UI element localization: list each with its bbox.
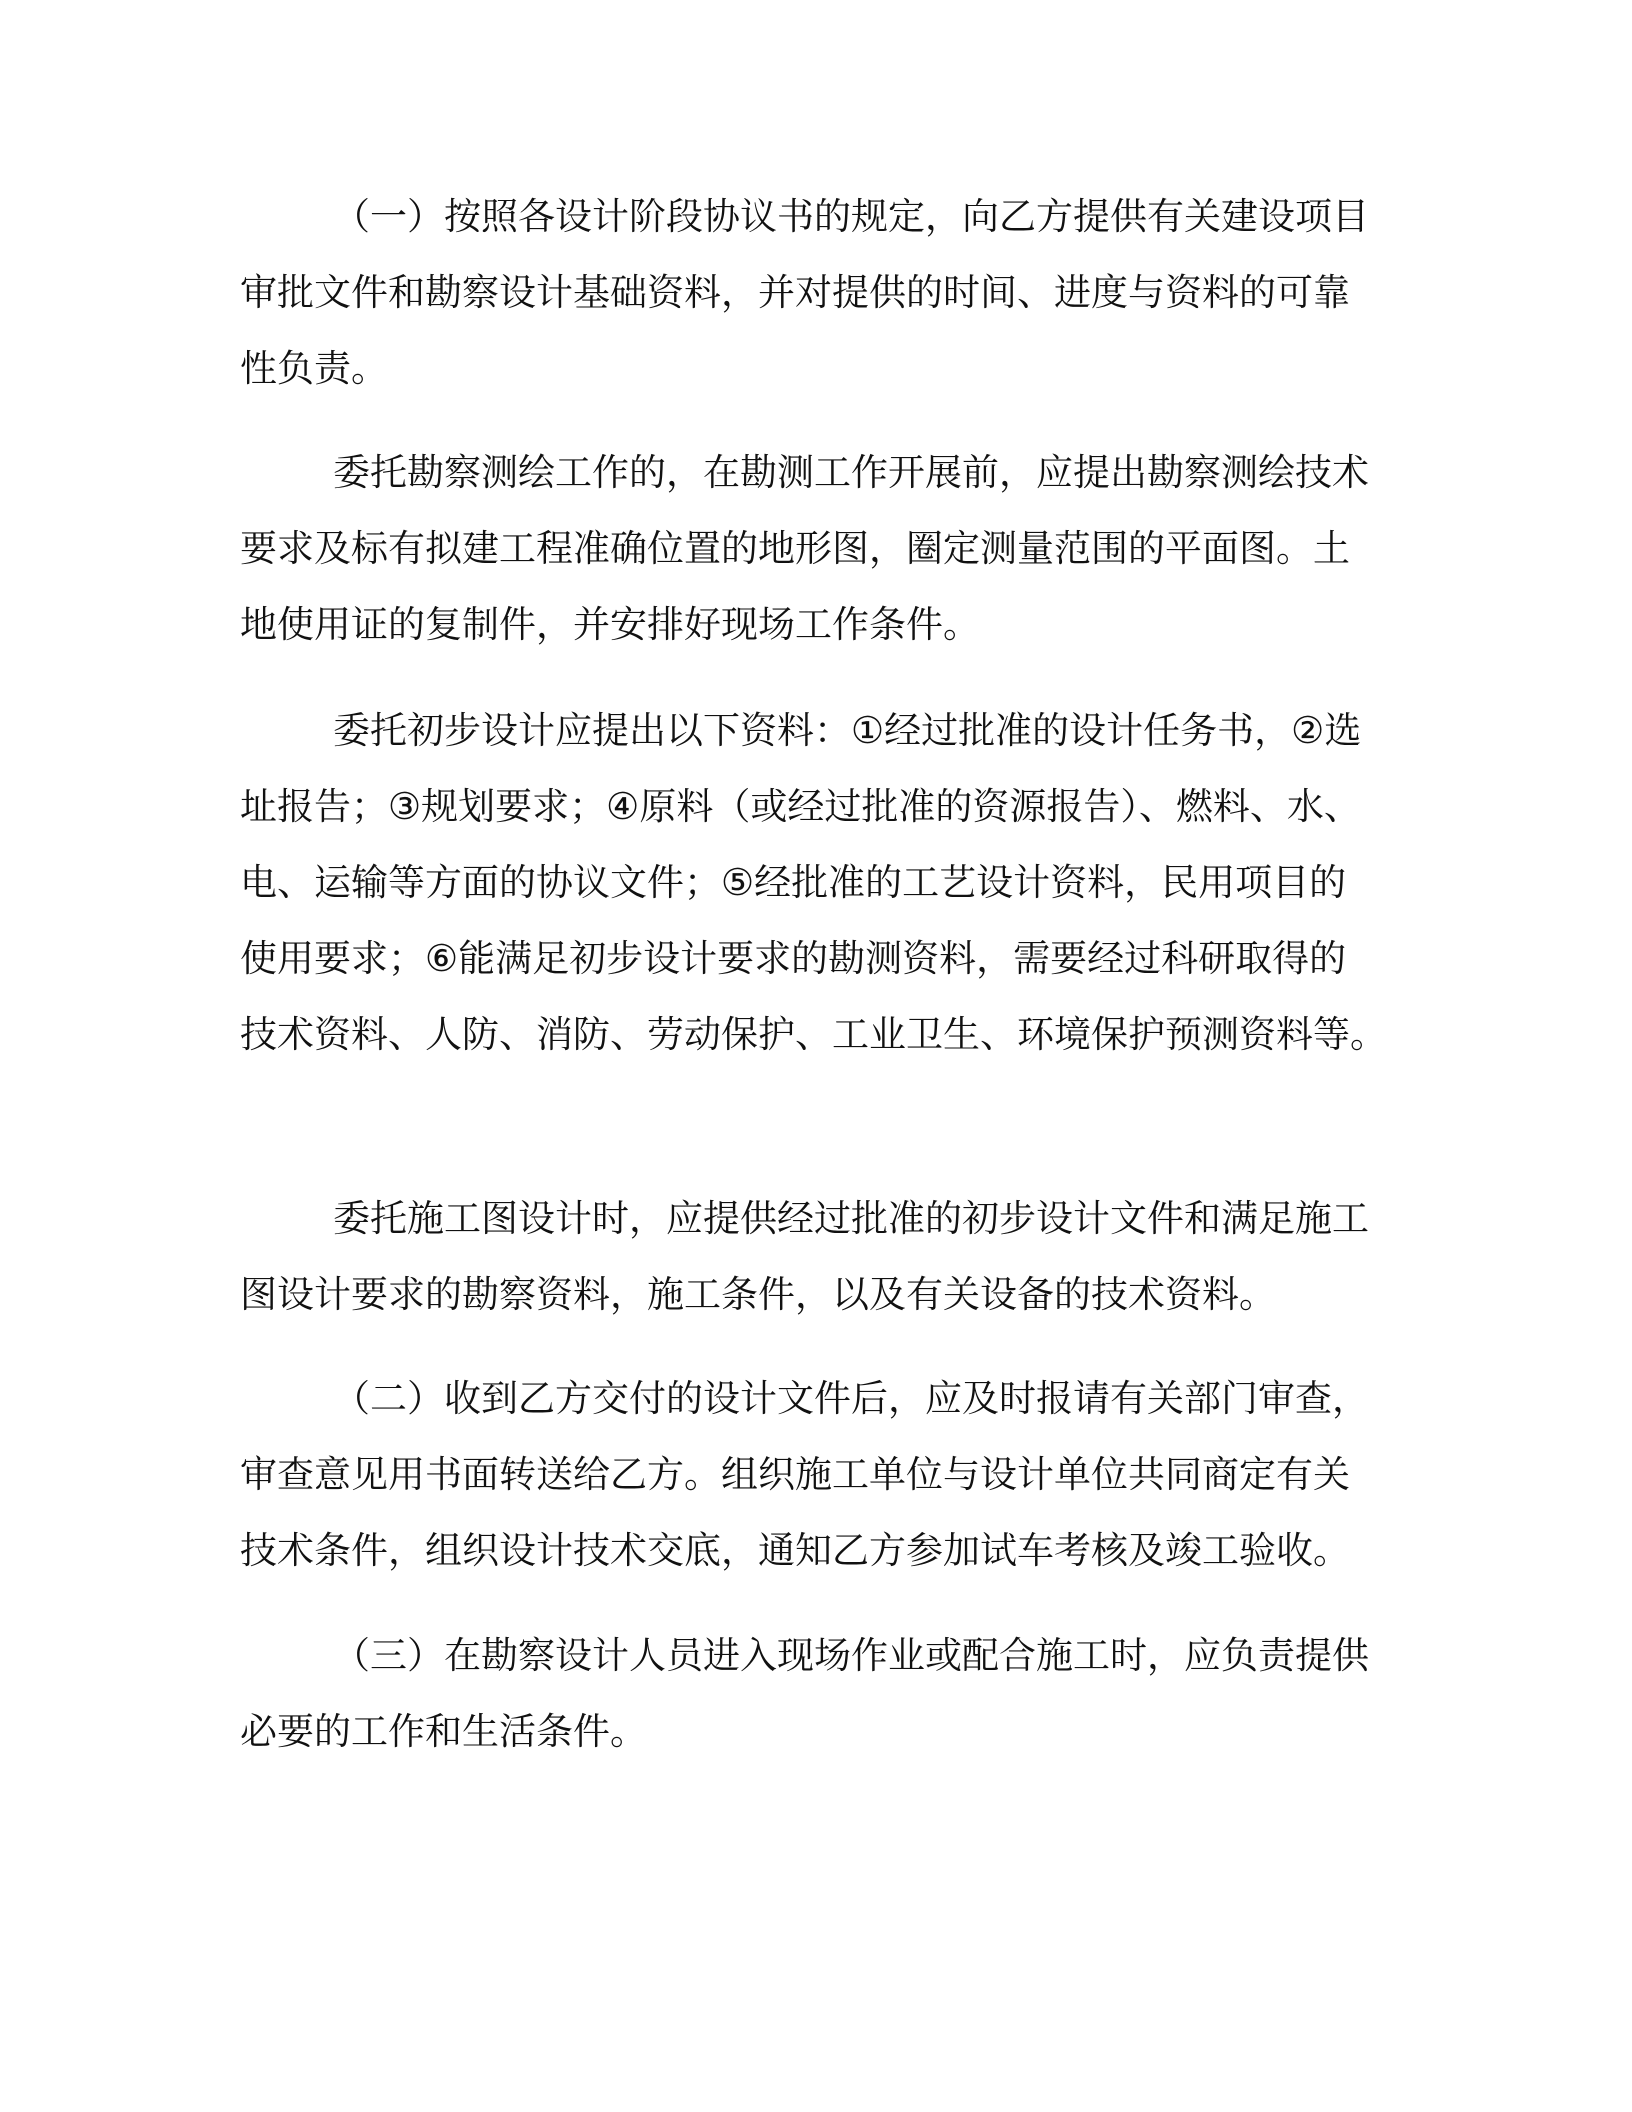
text-line: 审批文件和勘察设计基础资料，并对提供的时间、进度与资料的可靠	[240, 271, 1350, 314]
text-line: （二）收到乙方交付的设计文件后，应及时报请有关部门审查，	[333, 1377, 1369, 1420]
text-line: 性负责。	[240, 347, 388, 390]
text-line: 图设计要求的勘察资料，施工条件，以及有关设备的技术资料。	[240, 1273, 1276, 1316]
text-line: （三）在勘察设计人员进入现场作业或配合施工时，应负责提供	[333, 1634, 1369, 1677]
paragraph-1	[240, 179, 1400, 407]
paragraph-5	[240, 1361, 1400, 1589]
text-line: 审查意见用书面转送给乙方。组织施工单位与设计单位共同商定有关	[240, 1453, 1350, 1496]
text-line: 委托勘察测绘工作的，在勘测工作开展前，应提出勘察测绘技术	[333, 451, 1369, 494]
text-line: 技术条件，组织设计技术交底，通知乙方参加试车考核及竣工验收。	[240, 1529, 1350, 1572]
paragraph-2	[240, 435, 1400, 663]
text-line: 电、运输等方面的协议文件；⑤经批准的工艺设计资料，民用项目的	[240, 861, 1347, 904]
paragraph-3	[240, 693, 1400, 1073]
paragraph-6	[240, 1618, 1400, 1770]
text-line: 使用要求；⑥能满足初步设计要求的勘测资料，需要经过科研取得的	[240, 937, 1347, 980]
text-line: 址报告；③规划要求；④原料（或经过批准的资源报告）、燃料、水、	[240, 785, 1361, 828]
text-line: 委托初步设计应提出以下资料：①经过批准的设计任务书，②选	[333, 709, 1362, 752]
text-line: 要求及标有拟建工程准确位置的地形图，圈定测量范围的平面图。土	[240, 527, 1350, 570]
text-line: 委托施工图设计时，应提供经过批准的初步设计文件和满足施工	[333, 1197, 1369, 1240]
text-line: 技术资料、人防、消防、劳动保护、工业卫生、环境保护预测资料等。	[240, 1013, 1387, 1056]
text-line: 必要的工作和生活条件。	[240, 1710, 647, 1753]
text-line: 地使用证的复制件，并安排好现场工作条件。	[240, 603, 980, 646]
text-line: （一）按照各设计阶段协议书的规定，向乙方提供有关建设项目	[333, 195, 1369, 238]
paragraph-4	[240, 1181, 1400, 1333]
